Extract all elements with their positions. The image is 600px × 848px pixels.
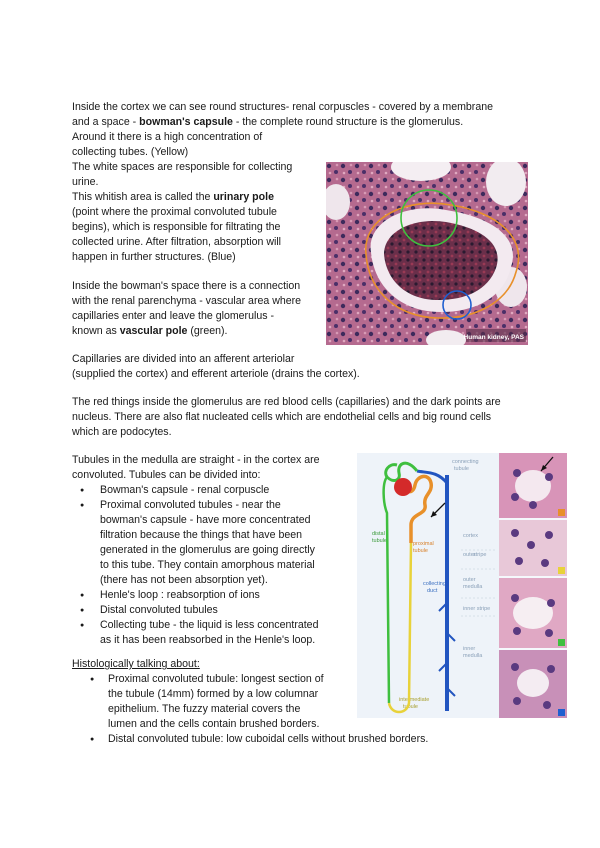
tubules-section xyxy=(72,453,352,648)
intro-line2-a: and a space - xyxy=(72,116,140,128)
histology-list xyxy=(72,672,452,747)
item-proximal-cont: (there has not been absorption yet). xyxy=(100,574,268,586)
item-proximal-cont: to this tube. They contain amorphous material xyxy=(100,559,315,571)
urinary-line-2: (point where the proximal convoluted tubule xyxy=(72,206,277,218)
redthings-line-1: The red things inside the glomerulus are red blood cells (capillaries) and the dark points are xyxy=(72,396,501,408)
histo-item-1: Proximal convoluted tubule: longest section of xyxy=(108,673,324,685)
list-item xyxy=(72,618,352,648)
histology-section xyxy=(72,657,452,747)
item-proximal-cont: generated in the glomerulus are going directly xyxy=(100,544,315,556)
label-duct: duct xyxy=(427,588,438,594)
item-proximal: Proximal convoluted tubules - near the xyxy=(100,499,281,511)
histo-item-1-cont: the tubule (14mm) formed by a low columnar xyxy=(108,688,319,700)
vascular-line-4 xyxy=(72,324,322,339)
label-cortex: cortex xyxy=(463,533,478,539)
item-proximal-cont: filtration because the things that have been xyxy=(100,529,303,541)
label-inner: inner xyxy=(463,646,476,652)
item-henle: Henle's loop : reabsorption of ions xyxy=(100,589,260,601)
vascular-line-1: Inside the bowman's space there is a connection xyxy=(72,280,301,292)
list-item xyxy=(72,588,352,603)
bowmans-capsule-term: bowman's capsule xyxy=(139,116,233,128)
urinary-pole-term: urinary pole xyxy=(213,191,274,203)
figure1-caption: Human kidney, PAS xyxy=(463,334,524,341)
item-bowman: Bowman's capsule - renal corpuscle xyxy=(100,484,270,496)
red-things-text xyxy=(72,395,542,440)
intro-line-6: urine. xyxy=(72,176,99,188)
label-connecting: connecting xyxy=(452,459,479,465)
redthings-line-2: nucleus. There are also flat nucleated cells which are endothelial cells and big round cells xyxy=(72,411,492,423)
urinary-line-5: happen in further structures. (Blue) xyxy=(72,251,236,263)
label-intermediate-tubule: tubule xyxy=(403,704,418,710)
label-proximal-tubule: tubule xyxy=(413,548,428,554)
label-inner-medulla: medulla xyxy=(463,653,483,659)
intro-line-4: collecting tubes. (Yellow) xyxy=(72,146,189,158)
glomerulus-icon xyxy=(394,478,412,496)
label-medulla: medulla xyxy=(463,584,483,590)
histology-heading: Histologically talking about: xyxy=(72,658,200,670)
vascular-pole-term: vascular pole xyxy=(119,325,188,337)
label-proximal: proximal xyxy=(413,541,434,547)
tubules-line-1: Tubules in the medulla are straight - in the cortex are xyxy=(72,454,320,466)
label-distal-tubule: tubule xyxy=(372,538,387,544)
list-item xyxy=(72,732,452,747)
tubules-line-2: convoluted. Tubules can be divided into: xyxy=(72,469,261,481)
kidney-histology-image xyxy=(326,162,528,345)
item-collecting-cont: as it has been reabsorbed in the Henle's loop. xyxy=(100,634,316,646)
label-connecting-tubule: tubule xyxy=(454,466,469,472)
list-item xyxy=(72,672,452,732)
capillaries-line-1: Capillaries are divided into an afferent arteriolar xyxy=(72,353,295,365)
tubules-list xyxy=(72,483,352,648)
capillaries-line-2: (supplied the cortex) and efferent arteriole (drains the cortex). xyxy=(72,368,360,380)
histo-item-1-cont: lumen and the cells contain brushed borders. xyxy=(108,718,320,730)
urinary-line-4: collected urine. After filtration, absorption will xyxy=(72,236,282,248)
item-distal: Distal convoluted tubules xyxy=(100,604,218,616)
intro-line-1: Inside the cortex we can see round structures- renal corpuscles - covered by a membrane xyxy=(72,101,494,113)
intro-line-2 xyxy=(72,115,542,130)
capillaries-text xyxy=(72,352,532,382)
item-proximal-cont: bowman's capsule - have more concentrated xyxy=(100,514,311,526)
urinary-pole-text xyxy=(72,190,322,265)
histo-item-2: Distal convoluted tubule: low cuboidal cells without brushed borders. xyxy=(108,733,429,745)
label-intermediate: intermediate xyxy=(399,697,430,703)
intro-line-5: The white spaces are responsible for collecting xyxy=(72,161,293,173)
histo-item-1-cont: epithelium. The fuzzy material covers the xyxy=(108,703,301,715)
label-stripe: stripe xyxy=(473,552,487,558)
intro-line-3: Around it there is a high concentration of xyxy=(72,131,263,143)
urinary-a: This whitish area is called the xyxy=(72,191,214,203)
redthings-line-3: which are podocytes. xyxy=(72,426,172,438)
label-distal: distal xyxy=(372,531,385,537)
item-collecting: Collecting tube - the liquid is less concentrated xyxy=(100,619,319,631)
label-collecting: collecting xyxy=(423,581,446,587)
vascular-line-3: capillaries enter and leave the glomerulus - xyxy=(72,310,274,322)
label-outer-medulla: outer xyxy=(463,577,476,583)
urinary-line-3: begins), which is responsible for filtrating the xyxy=(72,221,281,233)
label-inner-stripe: inner stripe xyxy=(463,606,491,612)
vascular-line-2: with the renal parenchyma - vascular area where xyxy=(72,295,302,307)
list-item xyxy=(72,498,352,588)
label-outer: outer xyxy=(463,552,476,558)
intro-line2-b: - the complete round structure is the glomerulus. xyxy=(232,116,464,128)
vascular-b: (green). xyxy=(187,325,228,337)
vascular-a: known as xyxy=(72,325,120,337)
urinary-line-1 xyxy=(72,190,322,205)
list-item xyxy=(72,483,352,498)
list-item xyxy=(72,603,352,618)
vascular-pole-text xyxy=(72,279,322,339)
